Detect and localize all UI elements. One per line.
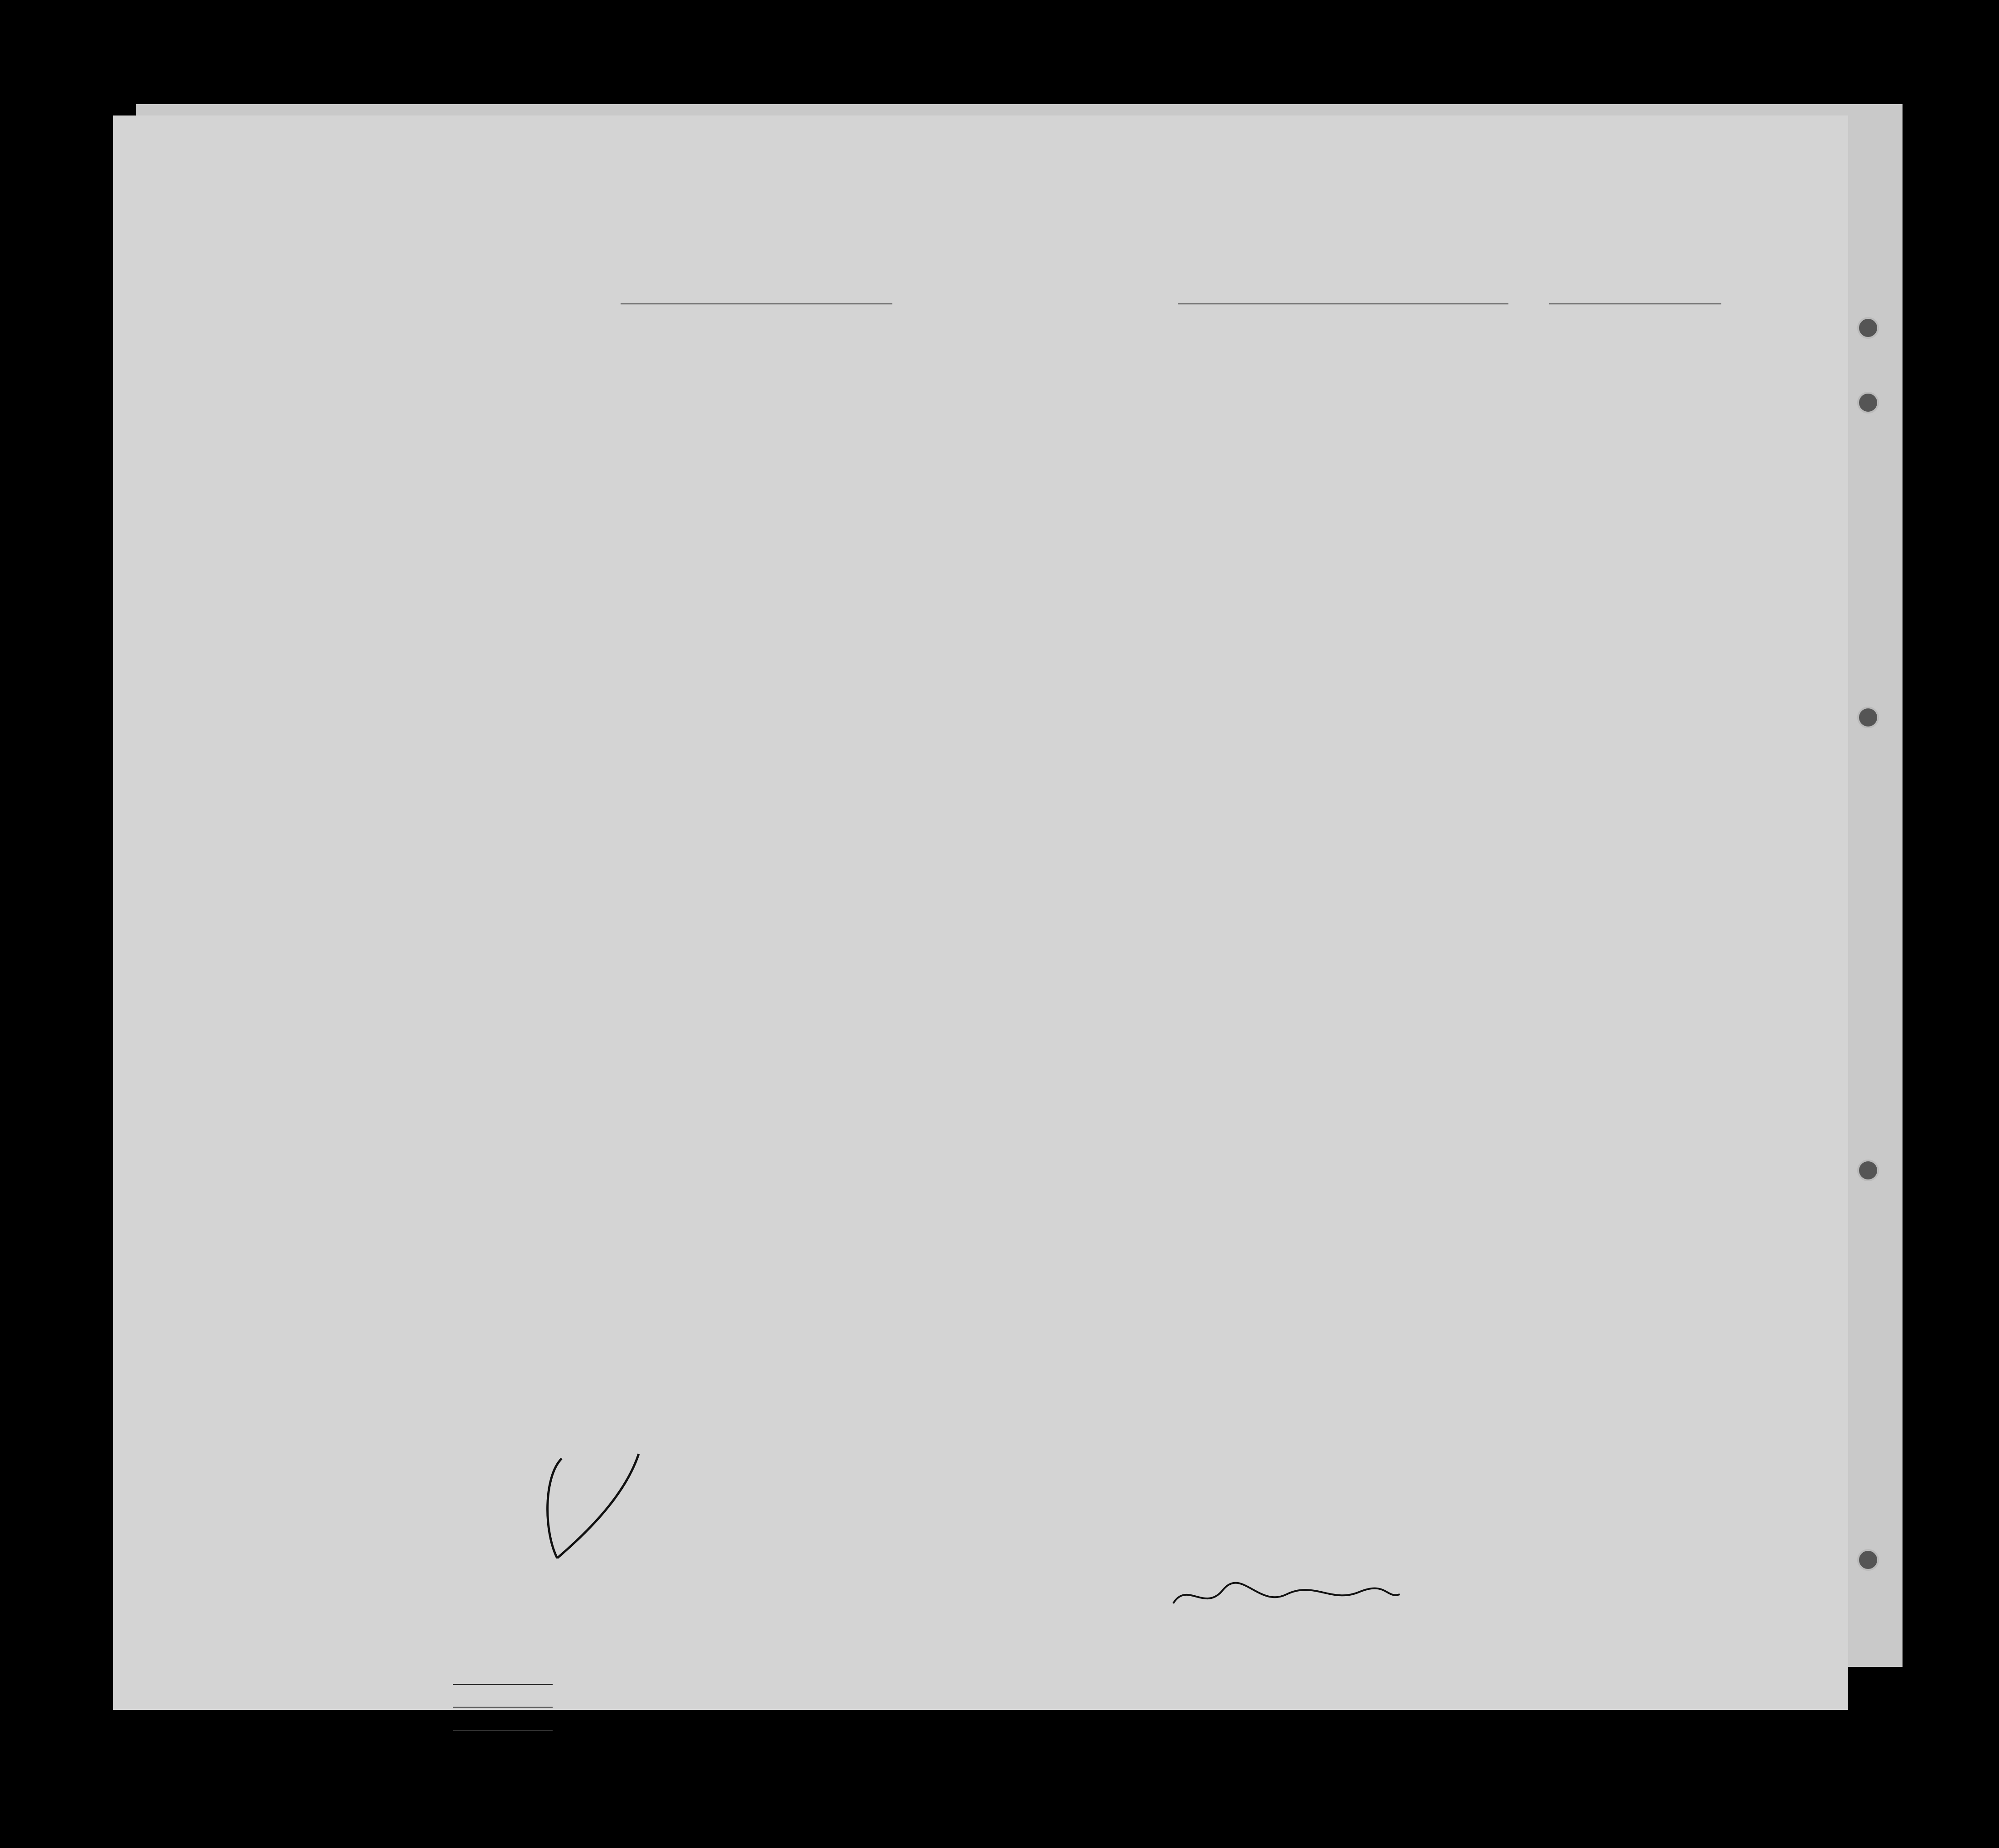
binder-hole <box>1857 1549 1879 1571</box>
total-passengers-line <box>453 1684 553 1685</box>
manifest-sheet <box>113 116 1848 1710</box>
binder-hole <box>1857 1160 1879 1181</box>
date-underline <box>1549 303 1721 304</box>
aliens-line <box>453 1730 553 1731</box>
us-citizens-line <box>453 1707 553 1708</box>
binder-hole <box>1857 707 1879 728</box>
bracket-mark <box>535 1449 643 1567</box>
ship-underline <box>621 303 892 304</box>
port-underline <box>1178 303 1508 304</box>
binder-hole <box>1857 317 1879 339</box>
signature-scrawl <box>1169 1581 1404 1617</box>
binder-hole <box>1857 392 1879 414</box>
